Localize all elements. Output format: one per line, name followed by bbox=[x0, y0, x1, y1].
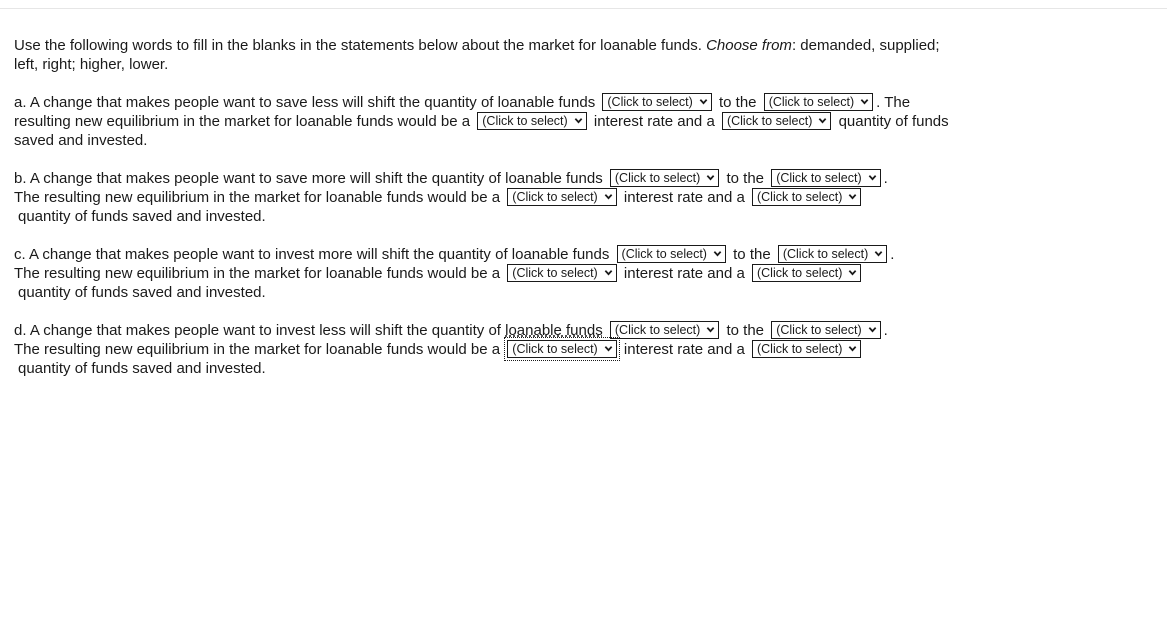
question-b-text-3: . bbox=[883, 169, 888, 187]
top-bar bbox=[0, 0, 1167, 9]
chevron-down-icon bbox=[874, 249, 883, 258]
choose-from-list: : demanded, supplied; left, right; higher, lower. bbox=[14, 37, 940, 73]
dropdown-d1-supply-demand[interactable]: (Click to select) bbox=[610, 321, 719, 339]
dropdown-c3-interest-rate[interactable]: (Click to select) bbox=[507, 264, 616, 282]
question-b-text-3b: The resulting new equilibrium in the market for loanable funds would be a bbox=[14, 189, 501, 206]
question-d bbox=[14, 321, 964, 379]
dropdown-b4-quantity[interactable]: (Click to select) bbox=[752, 188, 861, 206]
question-b-text-2: to the bbox=[726, 169, 765, 187]
dropdown-c4-quantity[interactable]: (Click to select) bbox=[752, 264, 861, 282]
chevron-down-icon bbox=[848, 344, 857, 353]
question-d-text-3b: The resulting new equilibrium in the market for loanable funds would be a bbox=[14, 341, 501, 358]
dropdown-a2-direction[interactable]: (Click to select) bbox=[764, 93, 873, 111]
chevron-down-icon bbox=[706, 325, 715, 334]
dropdown-a1-supply-demand[interactable]: (Click to select) bbox=[602, 93, 711, 111]
question-a-text-1: a. A change that makes people want to save less will shift the quantity of loanable funds bbox=[14, 93, 596, 111]
question-c-text-3b: The resulting new equilibrium in the market for loanable funds would be a bbox=[14, 265, 501, 282]
question-c-text-2: to the bbox=[733, 245, 771, 263]
instructions-text: Use the following words to fill in the blanks in the statements below about the market for loanable funds. bbox=[14, 37, 702, 54]
chevron-down-icon bbox=[574, 116, 583, 125]
dropdown-a4-quantity[interactable]: (Click to select) bbox=[722, 112, 831, 130]
dropdown-d4-quantity[interactable]: (Click to select) bbox=[752, 340, 861, 358]
chevron-down-icon bbox=[848, 268, 857, 277]
question-content bbox=[14, 37, 964, 397]
question-c-text-4: interest rate and a bbox=[623, 265, 745, 282]
chevron-down-icon bbox=[713, 249, 722, 258]
choose-from-label: Choose from bbox=[706, 37, 792, 54]
dropdown-d2-direction[interactable]: (Click to select) bbox=[771, 321, 880, 339]
chevron-down-icon bbox=[848, 192, 857, 201]
question-d-text-3: . bbox=[883, 321, 888, 339]
question-c-text-1: c. A change that makes people want to invest more will shift the quantity of loanable funds bbox=[14, 245, 610, 263]
dropdown-b2-direction[interactable]: (Click to select) bbox=[771, 169, 880, 187]
question-c bbox=[14, 245, 964, 303]
chevron-down-icon bbox=[706, 173, 715, 182]
chevron-down-icon bbox=[699, 97, 708, 106]
question-a-text-5: quantity of funds saved and invested. bbox=[14, 113, 949, 149]
question-d-text-2: to the bbox=[726, 321, 765, 339]
question-a-text-2: to the bbox=[718, 93, 757, 111]
chevron-down-icon bbox=[868, 325, 877, 334]
question-d-text-5: quantity of funds saved and invested. bbox=[18, 359, 266, 377]
dropdown-d3-interest-rate[interactable]: (Click to select) bbox=[507, 340, 616, 358]
question-c-text-5: quantity of funds saved and invested. bbox=[18, 283, 266, 301]
dropdown-b1-supply-demand[interactable]: (Click to select) bbox=[610, 169, 719, 187]
question-c-text-3: . bbox=[890, 245, 895, 263]
question-d-text-4: interest rate and a bbox=[623, 341, 745, 358]
dropdown-c1-supply-demand[interactable]: (Click to select) bbox=[617, 245, 726, 263]
question-b-text-1: b. A change that makes people want to save more will shift the quantity of loanable funds bbox=[14, 169, 603, 187]
chevron-down-icon bbox=[604, 268, 613, 277]
question-a-text-3: . The resulting new equilibrium in the market for loanable funds would be a bbox=[14, 93, 911, 130]
question-a bbox=[14, 93, 964, 151]
chevron-down-icon bbox=[868, 173, 877, 182]
dropdown-b3-interest-rate[interactable]: (Click to select) bbox=[507, 188, 616, 206]
chevron-down-icon bbox=[818, 116, 827, 125]
chevron-down-icon bbox=[604, 344, 613, 353]
dropdown-a3-interest-rate[interactable]: (Click to select) bbox=[477, 112, 586, 130]
dropdown-c2-direction[interactable]: (Click to select) bbox=[778, 245, 887, 263]
instructions bbox=[14, 37, 964, 74]
chevron-down-icon bbox=[604, 192, 613, 201]
question-d-text-1: d. A change that makes people want to invest less will shift the quantity of bbox=[14, 321, 506, 339]
chevron-down-icon bbox=[860, 97, 869, 106]
question-d-text-1-underlined: loanable funds bbox=[505, 321, 603, 339]
question-a-text-4: interest rate and a bbox=[593, 113, 715, 130]
question-b-text-4: interest rate and a bbox=[623, 189, 745, 206]
question-b-text-5: quantity of funds saved and invested. bbox=[18, 207, 266, 225]
question-b bbox=[14, 169, 964, 227]
